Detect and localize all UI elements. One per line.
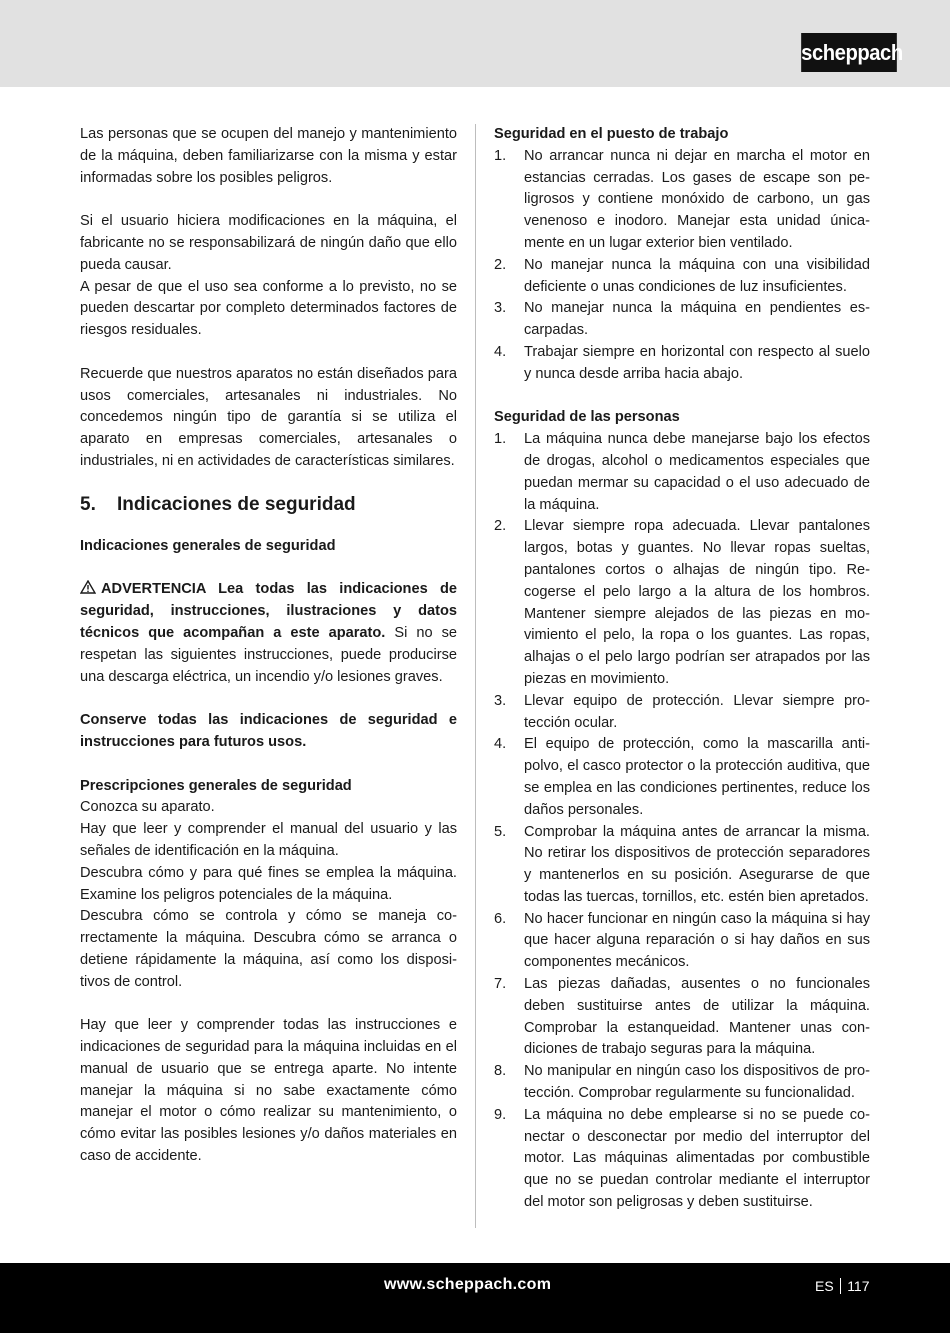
item-number: 6.: [494, 910, 507, 927]
workplace-list: [494, 146, 870, 386]
list-item: [494, 822, 870, 909]
language-code: ES: [815, 1278, 834, 1294]
list-item: [494, 1061, 870, 1105]
paragraph: Las personas que se ocupen del manejo y mantenimiento de la máquina, deben familiarizarse con la misma y estar informadas sobre los posibles peligros.: [80, 126, 457, 186]
paragraph: Hay que leer y comprender todas las instrucciones e indicaciones de seguridad para la máquina incluidas en el manual de usuario que se entrega aparte. No intente manejar la máquina si no sabe exactamente cómo manejar el motor o cómo realizar su mantenimiento, o cómo evitar las posibles lesiones y/o daños materiales en caso de accidente.: [80, 1017, 457, 1165]
list-item: [494, 342, 870, 386]
persons-list: [494, 429, 870, 1214]
subheading-general: Indicaciones generales de seguridad: [80, 537, 336, 554]
item-text: No manejar nunca la máquina con una visibilidad deficiente o unas condiciones de luz insuficientes.: [524, 256, 870, 295]
item-text: No manipular en ningún caso los dispositivos de protección. Comprobar regularmente su funcionalidad.: [524, 1063, 870, 1102]
list-item: [494, 734, 870, 821]
section-number: 5.: [80, 493, 96, 515]
list-item: [494, 298, 870, 342]
list-item: [494, 146, 870, 255]
list-item: [494, 429, 870, 516]
section-heading: [80, 493, 457, 517]
page-separator: [840, 1278, 842, 1294]
column-divider: [475, 124, 476, 1228]
item-text: La máquina no debe emplearse si no se puede conectar o desconectar por medio del interruptor del motor. Las máquinas alimentadas por combustible que no se puedan controlar mediante el interruptor del motor son peligrosas y deben sustituirse.: [524, 1106, 870, 1211]
item-text: Las piezas dañadas, ausentes o no funcionales deben sustituirse antes de utilizar la máquina. Comprobar la estanqueidad. Mantener unas condiciones de trabajo seguras para la máquina.: [524, 976, 870, 1058]
subheading-workplace: Seguridad en el puesto de trabajo: [494, 126, 729, 142]
brand-logo: scheppach: [801, 33, 897, 72]
list-item: [494, 1105, 870, 1214]
paragraph: Hay que leer y comprender el manual del usuario y las señales de identificación en la máquina.: [80, 821, 457, 859]
paragraph: Conozca su aparato.: [80, 799, 215, 816]
page-value: 117: [847, 1278, 870, 1294]
paragraph: Si el usuario hiciera modificaciones en la máquina, el fabricante no se responsabilizará de ningún daño que ello pueda causar.: [80, 213, 457, 273]
list-item: [494, 909, 870, 974]
item-number: 1.: [494, 147, 507, 164]
item-number: 9.: [494, 1106, 507, 1123]
item-text: No arrancar nunca ni dejar en marcha el motor en estancias cerradas. Los gases de escape son peligrosos y contiene monóxido de carbono, un gas venenoso e inodoro. Manejar esta unidad únicamente en un lugar exterior bien ventilado.: [524, 147, 870, 251]
list-item: [494, 255, 870, 299]
item-number: 5.: [494, 823, 507, 840]
item-text: El equipo de protección, como la mascarilla antipolvo, el casco protector o la protección auditiva, que se emplea en las condiciones pertinentes, reduce los daños personales.: [524, 736, 870, 818]
paragraph: A pesar de que el uso sea conforme a lo previsto, no se pueden descartar por completo determinados factores de riesgos residuales.: [80, 278, 457, 339]
list-item: [494, 516, 870, 690]
item-number: 8.: [494, 1063, 507, 1080]
item-text: No manejar nunca la máquina en pendientes escarpadas.: [524, 300, 870, 339]
subheading-persons: Seguridad de las personas: [494, 409, 680, 426]
item-text: La máquina nunca debe manejarse bajo los efectos de drogas, alcohol o medicamentos especiales que puedan mermar su capacidad o el uso adecuado de la máquina.: [524, 431, 870, 513]
list-item: [494, 974, 870, 1061]
item-text: Trabajar siempre en horizontal con respecto al suelo y nunca desde arriba hacia abajo.: [524, 343, 870, 382]
warning-bold-text: ADVERTENCIA Lea todas las indicaciones de seguridad, instrucciones, ilustraciones y datos técnicos que acompañan a este aparato.: [80, 581, 457, 641]
item-text: Llevar siempre ropa adecuada. Llevar pantalones largos, botas y guantes. No llevar ropas sueltas, pantalones cortos o alhajas de ningún tipo. Recogerse el pelo largo a la altura de los hombros. Mantener siempre alejados de las piezas en movimiento el pelo, la ropa o los guantes. Las ropas, alhajas o el pelo largo podrían ser atrapados por las piezas en movimiento.: [524, 518, 870, 687]
item-number: 3.: [494, 692, 507, 709]
subheading-prescriptions: Prescripciones generales de seguridad: [80, 777, 352, 794]
paragraph: Recuerde que nuestros aparatos no están diseñados para usos comerciales, artesanales ni industriales. No concedemos ningún tipo de garantía si se utiliza el aparato en empresas comerciales, artesanales o industriales, ni en actividades de características similares.: [80, 365, 457, 469]
website-url: www.scheppach.com: [384, 1276, 552, 1293]
right-column: [494, 124, 870, 1214]
list-item: [494, 691, 870, 735]
conserve-notice: Conserve todas las indicaciones de seguridad e instrucciones para futuros usos.: [80, 712, 457, 750]
warning-text: Si no se respetan las siguientes instrucciones, puede producirse una descarga eléctrica, un incendio y/o lesiones graves.: [80, 624, 458, 685]
item-number: 4.: [494, 736, 507, 753]
page-number: [815, 1278, 870, 1294]
warning-triangle-icon: [80, 580, 96, 594]
item-number: 2.: [494, 256, 507, 273]
item-number: 2.: [494, 518, 507, 535]
paragraph: Descubra cómo y para qué fines se emplea la máquina. Examine los peligros potenciales de la máquina.: [80, 864, 457, 903]
section-title: Indicaciones de seguridad: [117, 493, 356, 515]
paragraph: Descubra cómo se controla y cómo se maneja correctamente la máquina. Descubra cómo se arranca o detiene rápidamente la máquina, así como los dispositivos de control.: [80, 908, 457, 990]
item-text: Comprobar la máquina antes de arrancar la misma. No retirar los dispositivos de protección separadores y mantenerlos en su posición. Asegurarse de que todas las tuercas, tornillos, etc. estén bien apretados.: [524, 823, 870, 905]
item-number: 3.: [494, 300, 507, 317]
item-number: 7.: [494, 976, 507, 993]
item-number: 1.: [494, 431, 507, 448]
item-text: No hacer funcionar en ningún caso la máquina si hay que hacer alguna reparación o si hay daños en sus componentes mecánicos.: [524, 910, 870, 971]
item-text: Llevar equipo de protección. Llevar siempre protección ocular.: [524, 692, 870, 731]
item-number: 4.: [494, 343, 507, 360]
left-column: [80, 124, 457, 1168]
warning-paragraph: [80, 579, 457, 688]
footer-bar: [0, 1263, 950, 1333]
